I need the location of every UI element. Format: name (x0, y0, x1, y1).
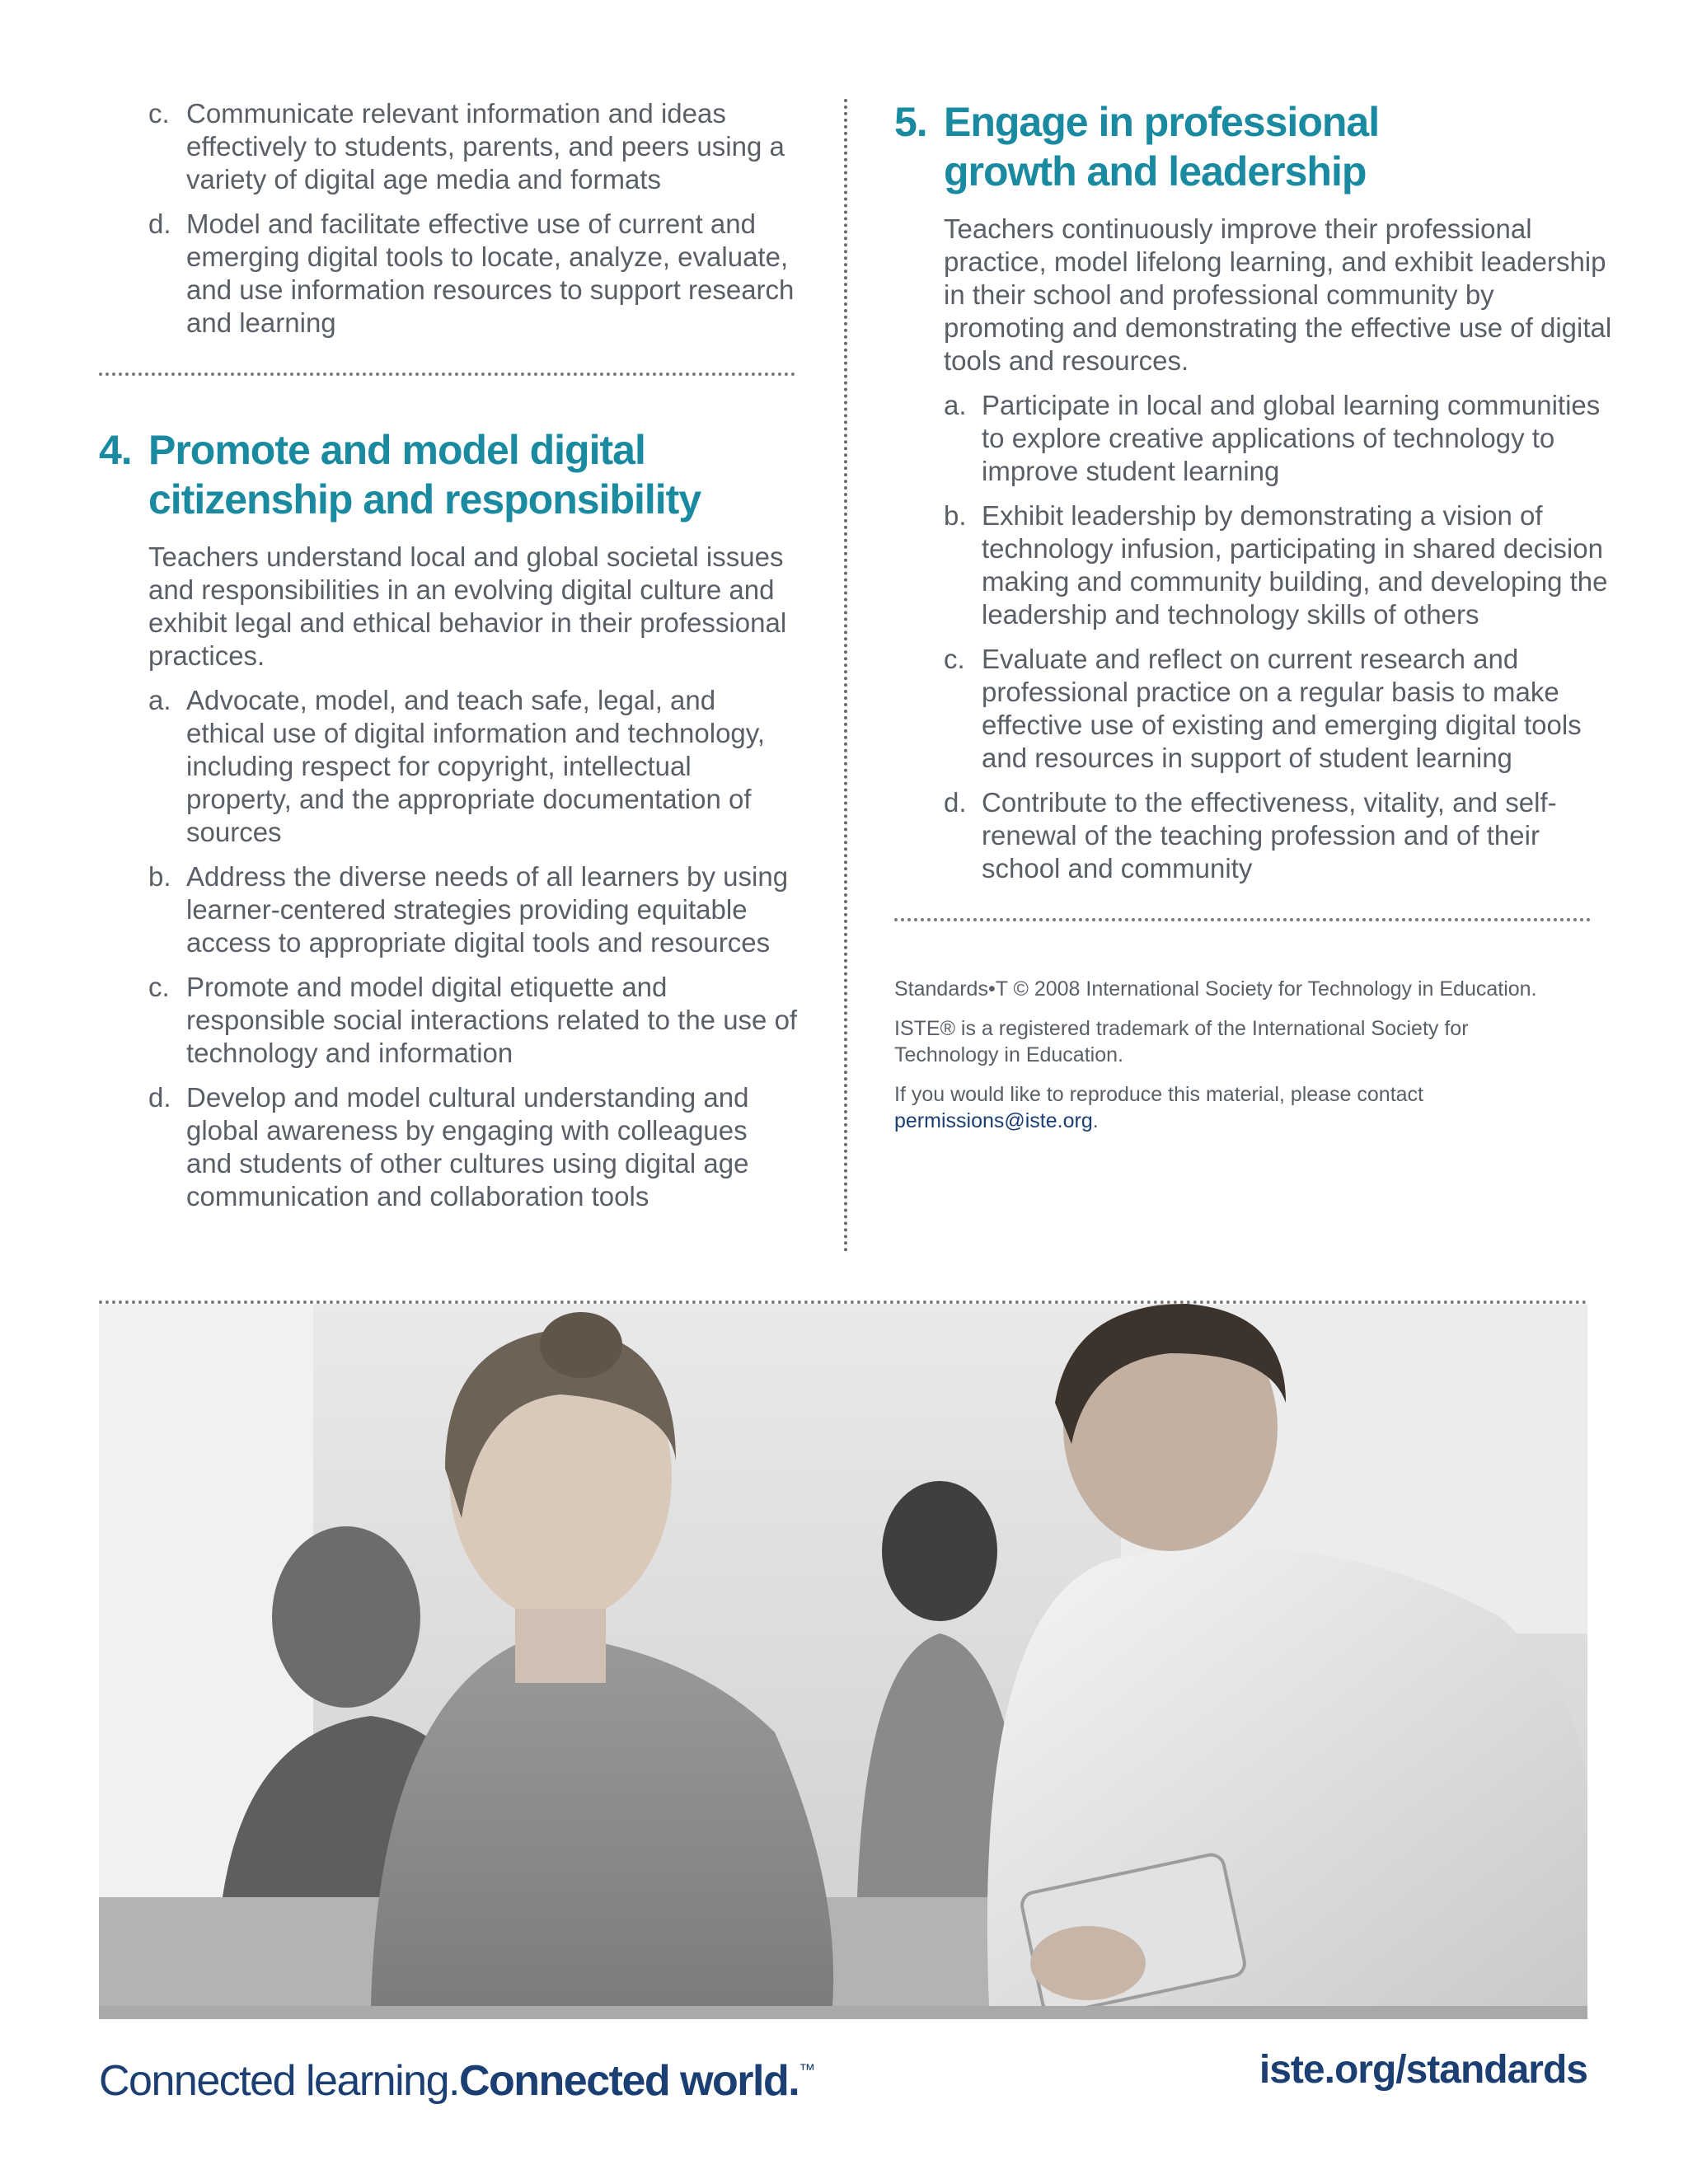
section4-list (148, 684, 799, 1213)
section-divider (894, 918, 1591, 921)
section4-intro: Teachers understand local and global societal issues and responsibilities in an evolving digital culture and exhibit legal and ethical behavior in their professional practices. (148, 541, 787, 671)
list-item: c. Evaluate and reflect on current research and professional practice on a regular basis to make effective use of existing and emerging digital tools and resources in support of student learning (944, 644, 1582, 773)
section3-continued-list (148, 97, 799, 340)
section4-heading: 4. Promote and model digital citizenship and responsibility (99, 427, 701, 523)
trademark-notice: ISTE® is a registered trademark of the International Society for Technology in Education. (894, 1017, 1469, 1066)
photo-bottom-bar (99, 2006, 1587, 2019)
list-item: b. Address the diverse needs of all learners by using learner-centered strategies providing equitable access to appropriate digital tools and resources (148, 861, 789, 958)
list-item: b. Exhibit leadership by demonstrating a vision of technology infusion, participating in shared decision making and community building, and developing the leadership and technology skills of others (944, 500, 1608, 630)
list-item: a. Participate in local and global learning communities to explore creative applications of technology to improve student learning (944, 390, 1601, 486)
standards-site-link[interactable]: iste.org/standards (1259, 2048, 1587, 2092)
right-column (894, 97, 1615, 1147)
tagline: Connected learning.Connected world.™ (99, 2057, 814, 2105)
list-item: d. Model and facilitate effective use of current and emerging digital tools to locate, analyze, evaluate, and use information resources to support research and learning (148, 209, 795, 338)
section5-list (944, 389, 1615, 885)
permissions-email-link[interactable]: permissions@iste.org (894, 1109, 1093, 1132)
permissions-notice: If you would like to reproduce this material, please contact permissions@iste.org. (894, 1083, 1424, 1132)
section-divider (99, 373, 795, 376)
list-item: a. Advocate, model, and teach safe, legal, and ethical use of digital information and technology, including respect for copyright, intellectual property, and the appropriate documentation of sources (148, 685, 765, 847)
list-item: d. Develop and model cultural understanding and global awareness by engaging with colleagues and students of other cultures using digital age communication and collaboration tools (148, 1082, 749, 1212)
copyright-notice: Standards•T © 2008 International Society for Technology in Education. (894, 977, 1537, 1001)
section5-intro: Teachers continuously improve their professional practice, model lifelong learning, and exhibit leadership in their school and professional community by promoting and demonstrating the effective use of digital tools and resources. (944, 213, 1612, 376)
left-column (99, 97, 799, 1225)
column-divider (844, 99, 847, 1253)
classroom-photo (99, 1304, 1587, 2006)
list-item: c. Promote and model digital etiquette and responsible social interactions related to the use of technology and information (148, 972, 798, 1068)
section5-heading: 5. Engage in professional growth and leadership (894, 99, 1380, 194)
list-item: d. Contribute to the effectiveness, vitality, and self-renewal of the teaching profession and of their school and community (944, 787, 1557, 883)
classroom-photo-illustration (99, 1304, 1587, 2006)
list-item: c. Communicate relevant information and ideas effectively to students, parents, and peers using a variety of digital age media and formats (148, 98, 785, 194)
